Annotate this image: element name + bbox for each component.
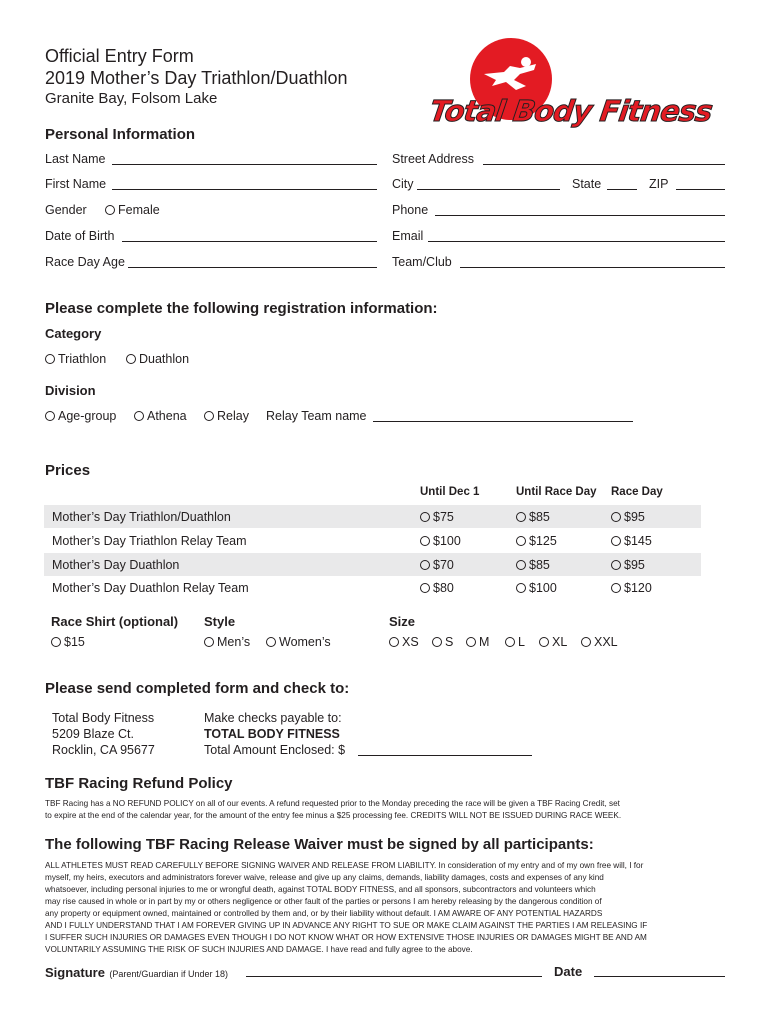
category-duathlon-option[interactable]: Duathlon <box>126 352 189 366</box>
registration-heading: Please complete the following registration information: <box>45 300 438 317</box>
division-age-group-option[interactable]: Age-group <box>45 409 116 423</box>
waiver-text-line: AND I FULLY UNDERSTAND THAT I AM FOREVER GIVING UP IN ADVANCE ANY RIGHT TO SUE OR MAKE CLAIM AGAINST THE PARTIES I AM RELEASING IF <box>45 921 648 930</box>
refund-text-line: TBF Racing has a NO REFUND POLICY on all of our events. A refund requested prior to the Monday preceding the race will be given a TBF Racing Credit, set <box>45 799 620 808</box>
radio-icon[interactable] <box>126 354 136 364</box>
col-until-race-day: Until Race Day <box>516 486 597 498</box>
price-row-name: Mother’s Day Triathlon Relay Team <box>52 534 247 548</box>
waiver-text-line: myself, my heirs, executors and administrators forever waive, release and give up any claims, demands, liability damages, costs and expenses of any kind <box>45 873 604 882</box>
event-location: Granite Bay, Folsom Lake <box>45 90 218 107</box>
radio-icon[interactable] <box>516 512 526 522</box>
waiver-heading: The following TBF Racing Release Waiver must be signed by all participants: <box>45 836 594 853</box>
phone-label: Phone <box>392 203 429 217</box>
event-title: 2019 Mother’s Day Triathlon/Duathlon <box>45 68 348 88</box>
radio-icon[interactable] <box>611 512 621 522</box>
zip-field[interactable] <box>676 189 725 190</box>
waiver-text-line: ALL ATHLETES MUST READ CAREFULLY BEFORE SIGNING WAIVER AND RELEASE FROM LIABILITY. In consideration of my entry and of my own free will, I for <box>45 861 644 870</box>
radio-icon[interactable] <box>581 637 591 647</box>
radio-icon[interactable] <box>516 560 526 570</box>
race-day-age-label: Race Day Age <box>45 255 125 269</box>
zip-label: ZIP <box>649 177 669 191</box>
signature-label-group <box>45 964 228 982</box>
mail-address-line: Total Body Fitness <box>52 711 155 725</box>
last-name-field[interactable] <box>112 164 377 165</box>
price-option[interactable]: $95 <box>611 558 645 572</box>
division-heading: Division <box>45 383 96 398</box>
price-option[interactable]: $95 <box>611 510 645 524</box>
first-name-field[interactable] <box>112 189 377 190</box>
category-triathlon-option[interactable]: Triathlon <box>45 352 106 366</box>
prices-heading: Prices <box>45 462 91 479</box>
price-option[interactable]: $100 <box>516 581 557 595</box>
radio-icon[interactable] <box>611 560 621 570</box>
division-athena-option[interactable]: Athena <box>134 409 187 423</box>
last-name-label: Last Name <box>45 152 106 166</box>
price-option[interactable]: $145 <box>611 534 652 548</box>
city-field[interactable] <box>417 189 560 190</box>
date-label: Date <box>554 964 583 979</box>
relay-team-name-label: Relay Team name <box>266 409 367 423</box>
size-s-option[interactable]: S <box>432 635 453 649</box>
radio-icon[interactable] <box>420 536 430 546</box>
email-field[interactable] <box>428 241 725 242</box>
style-mens-option[interactable]: Men’s <box>204 635 250 649</box>
dob-label: Date of Birth <box>45 229 115 243</box>
phone-field[interactable] <box>435 215 725 216</box>
first-name-label: First Name <box>45 177 107 191</box>
logo-wordmark: Total Body Fitness <box>427 94 715 128</box>
price-option[interactable]: $70 <box>420 558 454 572</box>
size-xxl-option[interactable]: XXL <box>581 635 618 649</box>
mail-address-line: 5209 Blaze Ct. <box>52 727 134 741</box>
dob-field[interactable] <box>122 241 377 242</box>
radio-icon[interactable] <box>516 583 526 593</box>
price-option[interactable]: $120 <box>611 581 652 595</box>
signature-label: Signature <box>45 965 105 980</box>
style-womens-option[interactable]: Women’s <box>266 635 331 649</box>
price-row-name: Mother’s Day Duathlon Relay Team <box>52 581 249 595</box>
size-m-option[interactable]: M <box>466 635 489 649</box>
team-field[interactable] <box>460 267 725 268</box>
price-option[interactable]: $100 <box>420 534 461 548</box>
relay-team-name-field[interactable] <box>373 421 633 422</box>
col-until-dec-1: Until Dec 1 <box>420 486 480 498</box>
street-field[interactable] <box>483 164 725 165</box>
radio-icon[interactable] <box>51 637 61 647</box>
state-field[interactable] <box>607 189 637 190</box>
race-day-age-field[interactable] <box>128 267 377 268</box>
waiver-text-line: VOLUNTARILY ASSUMING THE RISK OF SUCH INJURIES AND DAMAGE. I have read and fully agree to the above. <box>45 945 473 954</box>
radio-icon[interactable] <box>505 637 515 647</box>
payable-line: Make checks payable to: <box>204 711 342 725</box>
waiver-text-line: whatsoever, including personal injuries to me or wrongful death, against TOTAL BODY FITNESS, and all sponsors, subcontractors and volunteers which <box>45 885 596 894</box>
signature-field[interactable] <box>246 976 542 977</box>
col-race-day: Race Day <box>611 486 663 498</box>
size-xl-option[interactable]: XL <box>539 635 567 649</box>
form-title: Official Entry Form <box>45 46 194 66</box>
radio-icon[interactable] <box>204 637 214 647</box>
payable-name: TOTAL BODY FITNESS <box>204 727 340 741</box>
price-row-name: Mother’s Day Duathlon <box>52 558 180 572</box>
radio-icon[interactable] <box>466 637 476 647</box>
email-label: Email <box>392 229 424 243</box>
state-label: State <box>572 177 602 191</box>
refund-heading: TBF Racing Refund Policy <box>45 775 233 792</box>
radio-icon[interactable] <box>516 536 526 546</box>
radio-icon[interactable] <box>389 637 399 647</box>
division-relay-option[interactable]: Relay <box>204 409 249 423</box>
race-shirt-heading: Race Shirt (optional) <box>51 614 179 629</box>
style-heading: Style <box>204 614 236 629</box>
size-l-option[interactable]: L <box>505 635 525 649</box>
gender-female-option[interactable]: Female <box>105 203 160 217</box>
gender-label: Gender <box>45 203 87 217</box>
team-label: Team/Club <box>392 255 452 269</box>
radio-icon[interactable] <box>611 583 621 593</box>
radio-icon[interactable] <box>432 637 442 647</box>
city-label: City <box>392 177 414 191</box>
refund-text-line: to expire at the end of the calendar year, for the amount of the entry fee minus a $25 processing fee. CREDITS WILL NOT BE ISSUED DURING RACE WEEK. <box>45 811 622 820</box>
price-option[interactable]: $125 <box>516 534 557 548</box>
radio-icon[interactable] <box>45 354 55 364</box>
price-option[interactable]: $85 <box>516 558 550 572</box>
radio-icon[interactable] <box>539 637 549 647</box>
shirt-price-option[interactable]: $15 <box>51 635 85 649</box>
personal-info-heading: Personal Information <box>45 126 196 143</box>
total-amount-field[interactable] <box>358 755 532 756</box>
size-heading: Size <box>389 614 416 629</box>
radio-icon[interactable] <box>420 512 430 522</box>
radio-icon[interactable] <box>611 536 621 546</box>
price-option[interactable]: $85 <box>516 510 550 524</box>
price-option[interactable]: $80 <box>420 581 454 595</box>
date-field[interactable] <box>594 976 725 977</box>
street-label: Street Address <box>392 152 474 166</box>
signature-note: (Parent/Guardian if Under 18) <box>109 969 228 979</box>
category-heading: Category <box>45 326 102 341</box>
price-row-name: Mother’s Day Triathlon/Duathlon <box>52 510 231 524</box>
radio-icon[interactable] <box>420 583 430 593</box>
mail-heading: Please send completed form and check to: <box>45 680 350 697</box>
size-xs-option[interactable]: XS <box>389 635 419 649</box>
waiver-text-line: I SUFFER SUCH INJURIES OR DAMAGES EVEN THOUGH I DO NOT KNOW WHAT OR HOW EXTENSIVE THOSE INJURIES OR DAMAGES MIGHT BE AND AM <box>45 933 647 942</box>
radio-icon[interactable] <box>45 411 55 421</box>
radio-icon[interactable] <box>134 411 144 421</box>
radio-icon[interactable] <box>420 560 430 570</box>
total-amount-label: Total Amount Enclosed: $ <box>204 743 346 757</box>
radio-icon[interactable] <box>266 637 276 647</box>
radio-icon[interactable] <box>204 411 214 421</box>
waiver-text-line: may rise caused in whole or in part by my or others negligence or other fault of the parties or persons I am hereby releasing by the dangerous condition of <box>45 897 602 906</box>
mail-address-line: Rocklin, CA 95677 <box>52 743 155 757</box>
radio-icon[interactable] <box>105 205 115 215</box>
waiver-text-line: any property or equipment owned, maintained or controlled by them and, or by their liability without default. I AM AWARE OF ANY POTENTIAL HAZARDS <box>45 909 603 918</box>
price-option[interactable]: $75 <box>420 510 454 524</box>
